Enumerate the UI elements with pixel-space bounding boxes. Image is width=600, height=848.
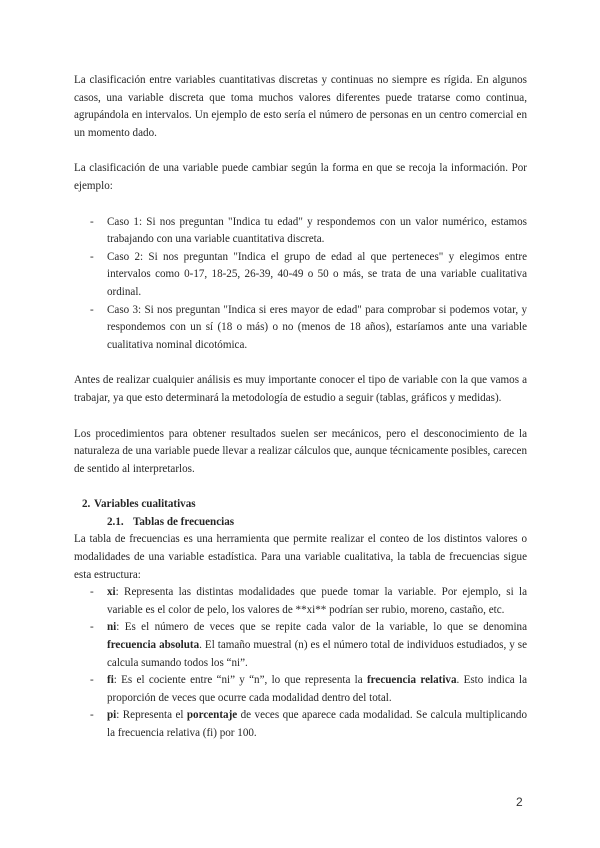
list-item-pi: - pi: Representa el porcentaje de veces que aparece cada modalidad. Se calcula multiplicando la frecuencia relativa (fi) por 100. xyxy=(90,709,527,739)
paragraph-classification-rigid: La clasificación entre variables cuantitativas discretas y continuas no siempre es rígida. En algunos casos, una variable discreta que toma muchos valores diferentes puede tratarse como continua, agrupándola en intervalos. Un ejemplo de esto sería el número de personas en un centro comercial en un momento dado. xyxy=(74,74,527,139)
list-item-xi: - xi: Representa las distintas modalidades que puede tomar la variable. Por ejemplo, si la variable es el color de pelo, los valores de **xi** podrían ser rubio, moreno, castaño, etc. xyxy=(90,586,527,616)
frequency-items-list xyxy=(74,584,527,742)
subsection-number: 2.1. xyxy=(107,515,124,528)
list-item-ni: - ni: Es el número de veces que se repite cada valor de la variable, lo que se denomina frecuencia absoluta. El tamaño muestral (n) es el número total de individuos estudiados, y se calcula sumando todos los “ni”. xyxy=(90,621,527,669)
list-item-case-2: - Caso 2: Si nos preguntan "Indica el grupo de edad al que perteneces" y elegimos entre intervalos como 0-17, 18-25, 26-39, 40-49 o 50 o más, se trata de una variable cualitativa ordinal. xyxy=(90,250,527,298)
page-number: 2 xyxy=(516,795,523,809)
subsection-title: Tablas de frecuencias xyxy=(133,515,235,528)
list-item-fi: - fi: Es el cociente entre “ni” y “n”, lo que representa la frecuencia relativa. Esto indica la proporción de veces que ocurre cada modalidad dentro del total. xyxy=(90,674,527,704)
list-item-case-3: - Caso 3: Si nos preguntan "Indica si eres mayor de edad" para comprobar si podemos votar, y respondemos con un sí (18 o más) o no (menos de 18 años), estaríamos ante una variable cualitativa nominal dicotómica. xyxy=(90,303,527,351)
paragraph-variable-type-importance: Antes de realizar cualquier análisis es muy importante conocer el tipo de variable con la que vamos a trabajar, ya que esto determinará la metodología de estudio a seguir (tablas, gráficos y medidas). xyxy=(74,374,527,404)
subsection-heading xyxy=(74,514,527,532)
section-title: Variables cualitativas xyxy=(94,498,196,511)
paragraph-procedures: Los procedimientos para obtener resultados suelen ser mecánicos, pero el desconocimiento de la naturaleza de una variable puede llevar a realizar cálculos que, aunque técnicamente posibles, carecen de sentido al interpretarlos. xyxy=(74,427,527,475)
list-item-case-1: - Caso 1: Si nos preguntan "Indica tu edad" y respondemos con un valor numérico, estamos trabajando con una variable cuantitativa discreta. xyxy=(90,215,527,246)
paragraph-frequency-table: La tabla de frecuencias es una herramienta que permite realizar el conteo de los distintos valores o modalidades de una variable estadística. Para una variable cualitativa, la tabla de frecuencias sigue esta estructura: xyxy=(74,533,527,581)
section-number: 2. xyxy=(82,498,91,511)
cases-list xyxy=(74,214,527,355)
paragraph-classification-change: La clasificación de una variable puede cambiar según la forma en que se recoja la información. Por ejemplo: xyxy=(74,162,527,192)
page-content xyxy=(74,72,527,743)
section-heading xyxy=(74,496,527,514)
